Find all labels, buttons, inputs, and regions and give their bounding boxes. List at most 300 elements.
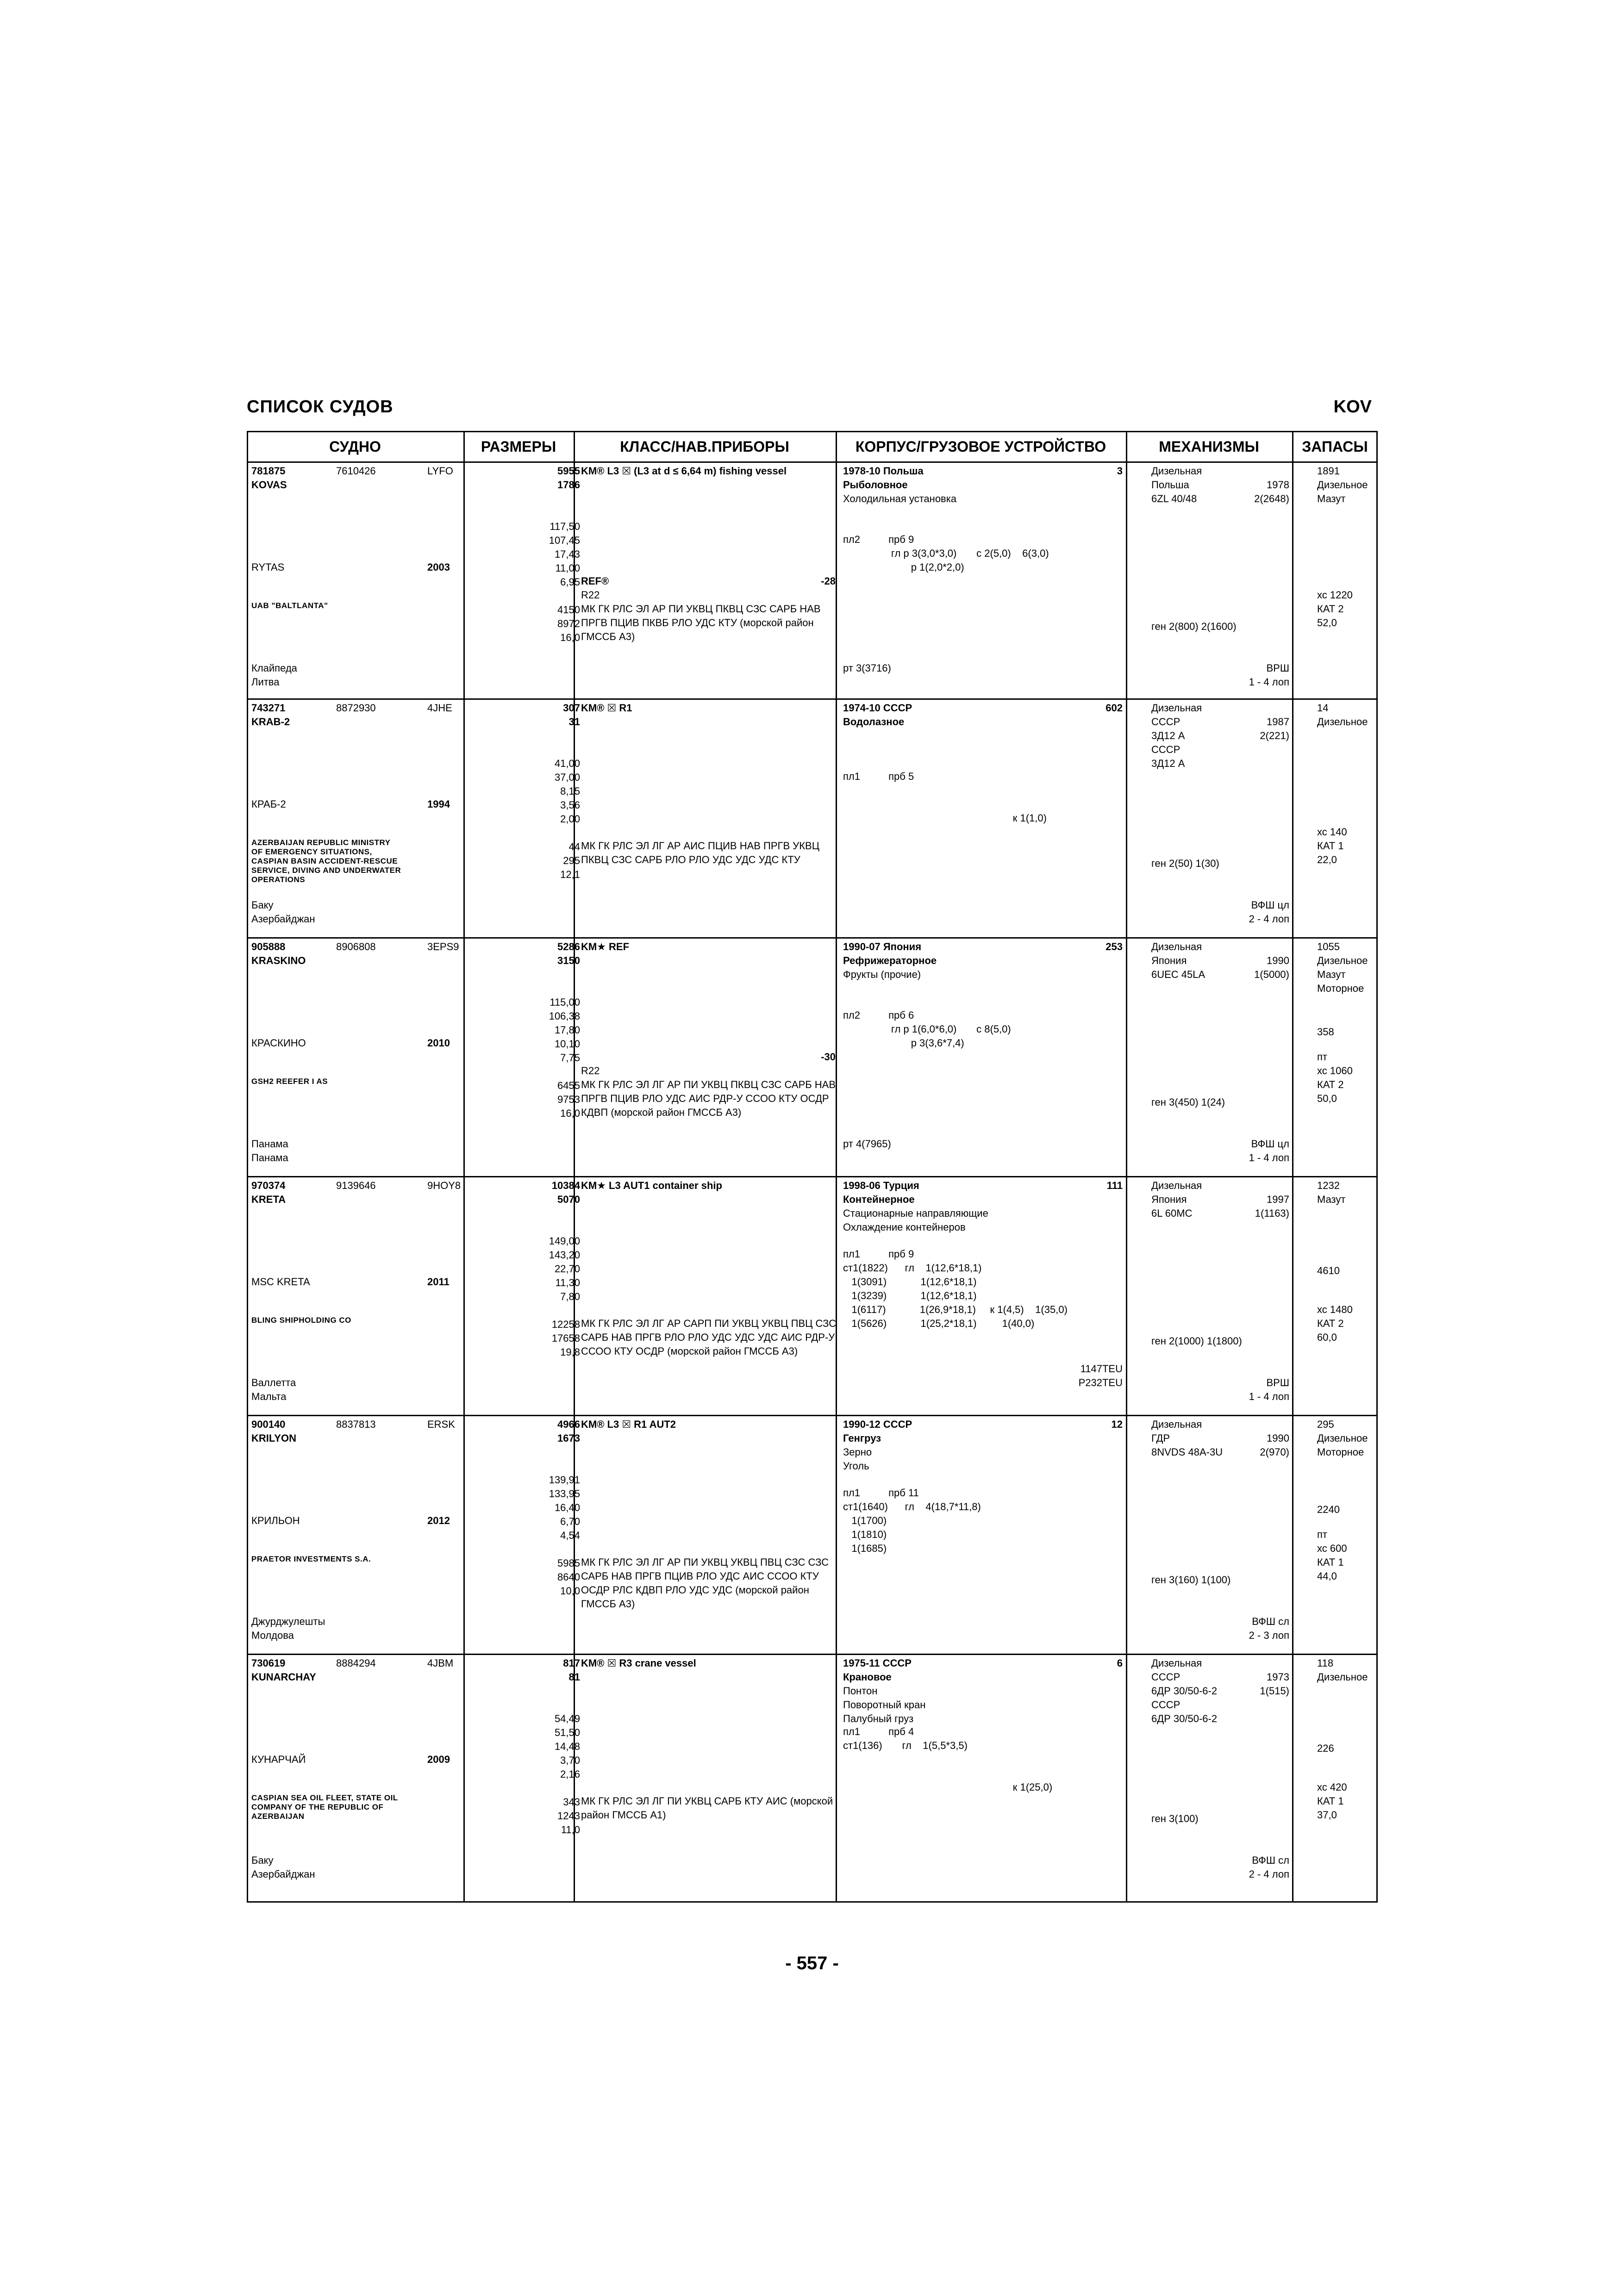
column-header-supplies: ЗАПАСЫ: [1302, 438, 1368, 455]
cargo-gear: [843, 533, 1049, 574]
propeller-blades: 1 - 4 лоп: [1249, 676, 1289, 688]
cargo-gear-line: [843, 1767, 1052, 1780]
engine: [1151, 1656, 1217, 1726]
page-number: - 557 -: [785, 1953, 839, 1973]
vessel-type: Рефрижераторное: [843, 955, 937, 966]
dims-values-line: 4150: [557, 604, 580, 616]
tonnage-net: 1673: [557, 1432, 580, 1444]
dims-values-line: 12258: [551, 1319, 580, 1330]
engine-year: 1973: [1267, 1671, 1289, 1683]
supplies-line: Дизельное: [1317, 1432, 1368, 1444]
vessel-type: Водолазное: [843, 716, 905, 728]
nav-instruments: МК ГК РЛС ЭЛ ЛГ АР АИС ПЦИВ НАВ ПРГВ УКВЦ ПКВЦ СЗС САРБ РЛО РЛО УДС УДС УДС КТУ: [581, 840, 819, 865]
engine: [1151, 464, 1202, 506]
former-name: MSC KRETA: [251, 1276, 310, 1288]
dims-values-line: [478, 589, 580, 603]
supplies-line: 1891: [1317, 465, 1340, 477]
port: Баку: [251, 899, 274, 911]
propeller-blades: 1 - 4 лоп: [1249, 1152, 1289, 1164]
engine-line: 6ZL 40/48: [1151, 493, 1197, 504]
cargo-gear-line: 1(1685): [843, 1543, 887, 1554]
register-number: 743271: [251, 702, 286, 714]
engine: [1151, 940, 1205, 982]
supplies: [1317, 1656, 1368, 1684]
supplies-line: Дизельное: [1317, 716, 1368, 728]
nav-instruments: МК ГК РЛС ЭЛ ЛГ АР ПИ УКВЦ УКВЦ ПВЦ СЗС СЗС САРБ НАВ ПРГВ ПЦИВ РЛО УДС АИС ССОО КТУ ОСДР РЛС КДВП РЛО УДС УДС (морской район ГМССБ А3): [581, 1556, 829, 1610]
equipment-2: Уголь: [843, 1460, 869, 1472]
tonnage-gross: 307: [563, 702, 580, 714]
engine-line: СССР: [1151, 1699, 1181, 1711]
hull-count: 12: [1111, 1419, 1123, 1430]
port: Валлетта: [251, 1377, 296, 1388]
call-sign: 3EPS9: [427, 941, 459, 952]
class-notation: KM® ☒ R1: [581, 702, 632, 714]
dims-values-line: 11,00: [555, 562, 580, 574]
built-date: 1998-06 Турция: [843, 1180, 919, 1191]
vessel-name: KRASKINO: [251, 955, 306, 966]
dims-values-line: 7,75: [560, 1052, 580, 1064]
build-year: 2011: [427, 1276, 450, 1288]
cargo-gear-line: р 1(2,0*2,0): [843, 561, 964, 573]
crew-stores-line: 52,0: [1317, 617, 1337, 628]
port: Клайпеда: [251, 662, 297, 674]
engine: [1151, 1418, 1223, 1459]
port: Баку: [251, 1854, 274, 1866]
generators: ген 2(50) 1(30): [1151, 858, 1219, 869]
register-number: 730619: [251, 1657, 286, 1669]
refrigerant: R22: [581, 1065, 600, 1076]
refrigerant: R22: [581, 589, 600, 601]
dims-values: [478, 1712, 580, 1837]
imo-number: 8884294: [336, 1657, 376, 1669]
vessel-record: [247, 1416, 1378, 1656]
supplies-line: Дизельное: [1317, 955, 1368, 966]
cargo-gear-line: ст1(136) гл 1(5,5*3,5): [843, 1740, 968, 1751]
dims-values-line: 37,00: [554, 772, 580, 783]
former-name: КРАСКИНО: [251, 1037, 306, 1049]
dims-values-line: 11,0: [561, 1824, 580, 1836]
register-number: 900140: [251, 1419, 286, 1430]
dims-values-line: 2,00: [560, 813, 580, 825]
engine-line: СССР: [1151, 744, 1181, 755]
column-header-vessel: СУДНО: [329, 438, 381, 455]
engine-line: 6L 60MC: [1151, 1207, 1193, 1219]
owner: CASPIAN SEA OIL FLEET, STATE OIL COMPANY OF THE REPUBLIC OF AZERBAIJAN: [251, 1793, 398, 1821]
dims-values-line: 2,16: [560, 1768, 580, 1780]
supplies-line: 1055: [1317, 941, 1340, 952]
equipment-2: Поворотный кран Палубный груз: [843, 1699, 926, 1724]
built-date: 1990-07 Япония: [843, 941, 922, 952]
container-capacity: 1147TEU P232TEU: [1078, 1363, 1123, 1388]
dims-values-line: 16,0: [560, 1108, 580, 1119]
built-date: 1978-10 Польша: [843, 465, 924, 477]
dimensions: [478, 1177, 580, 1359]
dims-values-line: 54,49: [554, 1713, 580, 1724]
cargo-tanks: рт 4(7965): [843, 1138, 891, 1150]
propeller: ВРШ: [1266, 1377, 1289, 1388]
built-date: 1974-10 СССР: [843, 702, 912, 714]
supplies-line: 295: [1317, 1419, 1334, 1430]
engine-power: 1(515): [1260, 1685, 1289, 1697]
crew-stores-line: КАТ 2: [1317, 1079, 1344, 1090]
generators: ген 2(1000) 1(1800): [1151, 1335, 1242, 1347]
owner: GSH2 REEFER I AS: [251, 1077, 328, 1086]
dims-values-line: 8640: [557, 1571, 580, 1583]
hull-count: 111: [1106, 1180, 1123, 1191]
vessel-name: KUNARCHAY: [251, 1671, 316, 1683]
crew-stores-line: 50,0: [1317, 1093, 1337, 1104]
supplies-volume: 2240: [1317, 1504, 1340, 1515]
imo-number: 8872930: [336, 702, 376, 714]
vessel-record: [247, 1177, 1378, 1417]
dims-values-line: 17,43: [554, 548, 580, 560]
propeller: ВФШ сл: [1252, 1616, 1289, 1627]
dims-values-line: 41,00: [554, 758, 580, 769]
tonnage-gross: 5955: [557, 465, 580, 477]
generators: ген 3(160) 1(100): [1151, 1574, 1231, 1586]
supplies-line: Мазут: [1317, 969, 1346, 980]
dims-values-line: 22,70: [554, 1263, 580, 1275]
cargo-gear: [843, 1725, 1052, 1794]
call-sign: LYFO: [427, 465, 453, 477]
dimensions: [478, 1416, 580, 1598]
equipment-1: Зерно: [843, 1446, 872, 1458]
cargo-gear-line: пл1 прб 4: [843, 1726, 914, 1737]
supplies-line: Дизельное: [1317, 1671, 1368, 1683]
crew-stores-line: КАТ 1: [1317, 1556, 1344, 1568]
engine-line: Дизельная: [1151, 1657, 1202, 1669]
tonnage-gross: 5286: [557, 941, 580, 952]
call-sign: 4JBM: [427, 1657, 454, 1669]
page-title: СПИСОК СУДОВ: [247, 397, 394, 417]
dims-values-line: 6,95: [560, 576, 580, 588]
vessel-name: KRAB-2: [251, 716, 290, 728]
hull-count: 253: [1106, 941, 1123, 952]
crew-stores-line: 44,0: [1317, 1570, 1337, 1582]
tonnage-gross: 817: [563, 1657, 580, 1669]
build-year: 1994: [427, 798, 450, 810]
nav-instruments: МК ГК РЛС ЭЛ ЛГ ПИ УКВЦ САРБ КТУ АИС (морской район ГМССБ А1): [581, 1795, 833, 1821]
build-year: 2003: [427, 561, 450, 573]
country: Мальта: [251, 1391, 287, 1402]
vessel-record: [247, 938, 1378, 1178]
build-year: 2009: [427, 1754, 450, 1765]
dims-values-line: 133,95: [549, 1488, 580, 1500]
cargo-gear-line: пл1 прб 5: [843, 771, 914, 782]
cargo-gear-line: р 3(3,6*7,4): [843, 1037, 964, 1049]
class-notation: KM★ L3 AUT1 container ship: [581, 1180, 722, 1191]
engine-line: 8NVDS 48A-3U: [1151, 1446, 1223, 1458]
engine-power: 2(970): [1260, 1446, 1289, 1458]
dims-values-line: [478, 1065, 580, 1079]
supplies: [1317, 701, 1368, 729]
build-year: 2012: [427, 1515, 450, 1526]
dims-values: [478, 520, 580, 645]
cargo-gear-line: [843, 1753, 1052, 1767]
vessel-record: [247, 462, 1378, 703]
dims-values-line: 139,91: [549, 1474, 580, 1486]
country: Азербайджан: [251, 1868, 315, 1880]
vessel-record: [247, 1655, 1378, 1895]
cargo-gear: [843, 1486, 981, 1556]
imo-number: 7610426: [336, 465, 376, 477]
supplies-line: Мазут: [1317, 1194, 1346, 1205]
cargo-gear-line: 1(1700): [843, 1515, 887, 1526]
engine-year: 1990: [1267, 1432, 1289, 1444]
crew-stores: [1317, 825, 1347, 867]
country: Панама: [251, 1152, 288, 1164]
cargo-gear-line: 1(3091) 1(12,6*18,1): [843, 1276, 977, 1288]
dims-values-line: 11,30: [555, 1277, 580, 1288]
dimensions: [478, 699, 580, 882]
supplies-type: пт: [1317, 1529, 1327, 1540]
cargo-tanks: рт 3(3716): [843, 662, 891, 674]
dimensions: [478, 938, 580, 1120]
temperature: -30: [821, 1051, 836, 1063]
dims-values-line: 343: [563, 1796, 580, 1808]
supplies-line: Моторное: [1317, 1446, 1364, 1458]
dims-values-line: 295: [563, 855, 580, 866]
owner: UAB "BALTLANTA": [251, 601, 328, 610]
dims-values-line: 3,56: [560, 799, 580, 811]
class-notation: KM★ REF: [581, 941, 630, 952]
dims-values-line: 10,10: [554, 1038, 580, 1050]
supplies-line: 1232: [1317, 1180, 1340, 1191]
dims-values-line: [478, 1543, 580, 1556]
hull-count: 6: [1117, 1657, 1123, 1669]
engine-power: 1(5000): [1254, 969, 1289, 980]
cargo-gear-line: [843, 784, 1047, 797]
cargo-gear-line: гл р 1(6,0*6,0) с 8(5,0): [843, 1023, 1011, 1035]
owner: BLING SHIPHOLDING CO: [251, 1316, 351, 1325]
equipment-1: Холодильная установка: [843, 493, 957, 504]
built-date: 1975-11 СССР: [843, 1657, 912, 1669]
engine-line: Япония: [1151, 1194, 1187, 1205]
cargo-gear: [843, 1247, 1068, 1331]
dims-values: [478, 1234, 580, 1359]
supplies: [1317, 1179, 1345, 1207]
class-notation: KM® ☒ R3 crane vessel: [581, 1657, 696, 1669]
column-header-machinery: МЕХАНИЗМЫ: [1159, 438, 1259, 455]
engine-line: Польша: [1151, 479, 1189, 491]
supplies: [1317, 1418, 1368, 1459]
supplies-volume: 4610: [1317, 1265, 1340, 1276]
dims-values-line: 106,38: [549, 1010, 580, 1022]
crew-stores: [1317, 1542, 1347, 1583]
supplies-line: 14: [1317, 702, 1329, 714]
dimensions: [478, 1655, 580, 1837]
tonnage-gross: 4966: [557, 1419, 580, 1430]
vessel-type: Рыболовное: [843, 479, 908, 491]
country: Молдова: [251, 1630, 294, 1641]
engine-line: Дизельная: [1151, 465, 1202, 477]
class-notation: KM® L3 ☒ R1 AUT2: [581, 1419, 676, 1430]
engine-line: 6UEC 45LA: [1151, 969, 1206, 980]
dims-values-line: 143,20: [549, 1249, 580, 1261]
propeller-blades: 1 - 4 лоп: [1249, 1391, 1289, 1402]
nav-instruments: МК ГК РЛС ЭЛ АР ПИ УКВЦ ПКВЦ СЗС САРБ НАВ ПРГВ ПЦИВ ПКВБ РЛО УДС КТУ (морской район ГМССБ А3): [581, 603, 821, 642]
cargo-gear-line: 1(1810): [843, 1529, 887, 1540]
engine-line: Дизельная: [1151, 941, 1202, 952]
vessel-type: Контейнерное: [843, 1194, 915, 1205]
crew-stores: [1317, 1303, 1353, 1344]
cargo-gear-line: гл р 3(3,0*3,0) с 2(5,0) 6(3,0): [843, 548, 1049, 559]
dims-values-line: 115,00: [550, 996, 580, 1008]
crew-stores-line: КАТ 1: [1317, 840, 1344, 852]
dims-values-line: 17,80: [554, 1024, 580, 1036]
crew-stores-line: КАТ 2: [1317, 1318, 1344, 1329]
dims-values-line: 8972: [557, 618, 580, 629]
owner: AZERBAIJAN REPUBLIC MINISTRY OF EMERGENCY SITUATIONS, CASPIAN BASIN ACCIDENT-RESCUE SERVICE, DIVING AND UNDERWATER OPERATIONS: [251, 838, 401, 884]
dims-values-line: 6455: [557, 1080, 580, 1091]
dims-values-line: 107,45: [549, 535, 580, 546]
cargo-gear-line: пл1 прб 11: [843, 1487, 919, 1499]
dims-values-line: [478, 1781, 580, 1795]
cargo-gear-line: ст1(1640) гл 4(18,7*11,8): [843, 1501, 981, 1512]
cargo-gear-line: к 1(25,0): [843, 1781, 1053, 1793]
engine-year: 1997: [1267, 1194, 1289, 1205]
hull-count: 602: [1106, 702, 1123, 714]
cargo-gear-line: 1(3239) 1(12,6*18,1): [843, 1290, 977, 1301]
propeller-blades: 2 - 4 лоп: [1249, 913, 1289, 925]
dims-values-line: 1243: [557, 1810, 580, 1822]
propeller: ВРШ: [1266, 662, 1289, 674]
dims-values-line: 4,54: [560, 1530, 580, 1541]
crew-stores-line: 60,0: [1317, 1332, 1337, 1343]
dims-values-line: 16,0: [560, 632, 580, 643]
dims-values-line: 8,15: [560, 785, 580, 797]
register-number: 905888: [251, 941, 286, 952]
tonnage-net: 5070: [557, 1194, 580, 1205]
register-number: 970374: [251, 1180, 286, 1191]
dims-values-line: 117,50: [550, 521, 580, 532]
cargo-gear-line: 1(5626) 1(25,2*18,1) 1(40,0): [843, 1318, 1035, 1329]
port: Джурджулешты: [251, 1616, 325, 1627]
vessel-record: [247, 699, 1378, 940]
supplies: [1317, 940, 1368, 996]
dims-values-line: 12,1: [560, 869, 580, 880]
tonnage-gross: 10384: [551, 1180, 580, 1191]
crew-stores-line: хс 1480: [1317, 1304, 1353, 1315]
engine-line: СССР: [1151, 1671, 1181, 1683]
column-header-dimensions: РАЗМЕРЫ: [481, 438, 556, 455]
dims-values: [478, 996, 580, 1120]
temperature: -28: [821, 575, 836, 587]
engine-year: 1990: [1267, 955, 1289, 966]
cargo-gear-line: 1(6117) 1(26,9*18,1) к 1(4,5) 1(35,0): [843, 1304, 1068, 1315]
engine-line: 3Д12 А: [1151, 730, 1185, 741]
supplies: [1317, 464, 1368, 506]
dims-values-line: 10,0: [560, 1585, 580, 1597]
engine-power: 1(1163): [1255, 1207, 1289, 1219]
generators: ген 3(450) 1(24): [1151, 1096, 1225, 1108]
supplies-line: Мазут: [1317, 493, 1346, 504]
supplies-line: 118: [1317, 1657, 1334, 1669]
nav-instruments: МК ГК РЛС ЭЛ ЛГ АР САРП ПИ УКВЦ УКВЦ ПВЦ СЗС САРБ НАВ ПРГВ РЛО РЛО УДС УДС УДС АИС РДР-У ССОО КТУ ОСДР (морской район ГМССБ А3): [581, 1318, 837, 1357]
cargo-gear: [843, 770, 1047, 825]
equipment-1: Стационарные направляющие: [843, 1207, 988, 1219]
dims-values-line: 6,70: [560, 1516, 580, 1527]
crew-stores: [1317, 588, 1353, 630]
engine-year: 1978: [1267, 479, 1289, 491]
cargo-gear-line: ст1(1822) гл 1(12,6*18,1): [843, 1262, 982, 1274]
imo-number: 8837813: [336, 1419, 376, 1430]
engine-year: 1987: [1267, 716, 1289, 728]
dims-values-line: 149,00: [549, 1235, 580, 1247]
crew-stores-line: 22,0: [1317, 854, 1337, 865]
cargo-gear-line: к 1(1,0): [843, 812, 1047, 824]
ref-notation: REF®: [581, 575, 609, 587]
propeller: ВФШ цл: [1251, 1138, 1289, 1150]
former-name: КРАБ-2: [251, 798, 286, 810]
engine-line: Япония: [1151, 955, 1187, 966]
page-code: KOV: [1333, 397, 1372, 417]
cargo-gear-line: [843, 797, 1047, 811]
column-header-hull: КОРПУС/ГРУЗОВОЕ УСТРОЙСТВО: [855, 438, 1106, 455]
former-name: КРИЛЬОН: [251, 1515, 300, 1526]
dims-values: [478, 757, 580, 882]
engine-line: 3Д12 А: [1151, 758, 1185, 769]
column-header-class: КЛАСС/НАВ.ПРИБОРЫ: [620, 438, 789, 455]
dims-values-line: 17658: [551, 1332, 580, 1344]
engine-power: 2(2648): [1254, 493, 1289, 504]
crew-stores: [1317, 1064, 1353, 1106]
tonnage-net: 81: [568, 1671, 580, 1683]
engine: [1151, 701, 1202, 771]
call-sign: ERSK: [427, 1419, 455, 1430]
supplies-volume: 226: [1317, 1742, 1334, 1754]
class-notation: KM® L3 ☒ (L3 at d ≤ 6,64 m) fishing vessel: [581, 465, 787, 477]
engine-line: СССР: [1151, 716, 1181, 728]
propeller: ВФШ цл: [1251, 899, 1289, 911]
hull-count: 3: [1117, 465, 1123, 477]
crew-stores-line: КАТ 1: [1317, 1795, 1344, 1807]
call-sign: 4JHE: [427, 702, 452, 714]
crew-stores-line: хс 420: [1317, 1781, 1347, 1793]
engine-line: 6ДР 30/50-6-2: [1151, 1685, 1218, 1697]
supplies-type: пт: [1317, 1051, 1327, 1063]
cargo-gear-line: пл1 прб 9: [843, 1248, 914, 1260]
tonnage-net: 31: [568, 716, 580, 728]
imo-number: 9139646: [336, 1180, 376, 1191]
propeller-blades: 2 - 4 лоп: [1249, 1868, 1289, 1880]
engine-line: Дизельная: [1151, 702, 1202, 714]
supplies-volume: 358: [1317, 1026, 1334, 1038]
vessel-name: KRETA: [251, 1194, 286, 1205]
cargo-gear-line: пл2 прб 9: [843, 534, 914, 545]
cargo-gear-line: пл2 прб 6: [843, 1009, 914, 1021]
engine-power: 2(221): [1260, 730, 1289, 741]
former-name: RYTAS: [251, 561, 285, 573]
engine-line: Дизельная: [1151, 1180, 1202, 1191]
imo-number: 8906808: [336, 941, 376, 952]
dims-values-line: 19,8: [560, 1346, 580, 1358]
dims-values-line: 3,70: [560, 1755, 580, 1766]
generators: ген 2(800) 2(1600): [1151, 621, 1237, 632]
dims-values: [478, 1473, 580, 1598]
built-date: 1990-12 СССР: [843, 1419, 912, 1430]
vessel-name: KRILYON: [251, 1432, 296, 1444]
engine-line: 6ДР 30/50-6-2: [1151, 1713, 1218, 1724]
vessel-name: KOVAS: [251, 479, 287, 491]
vessel-type: Крановое: [843, 1671, 892, 1683]
crew-stores-line: хс 1220: [1317, 589, 1353, 601]
dimensions: [478, 462, 580, 645]
dims-values-line: 7,80: [560, 1291, 580, 1302]
dims-values-line: [478, 1304, 580, 1318]
vessel-type: Генгруз: [843, 1432, 881, 1444]
tonnage-net: 1786: [557, 479, 580, 491]
